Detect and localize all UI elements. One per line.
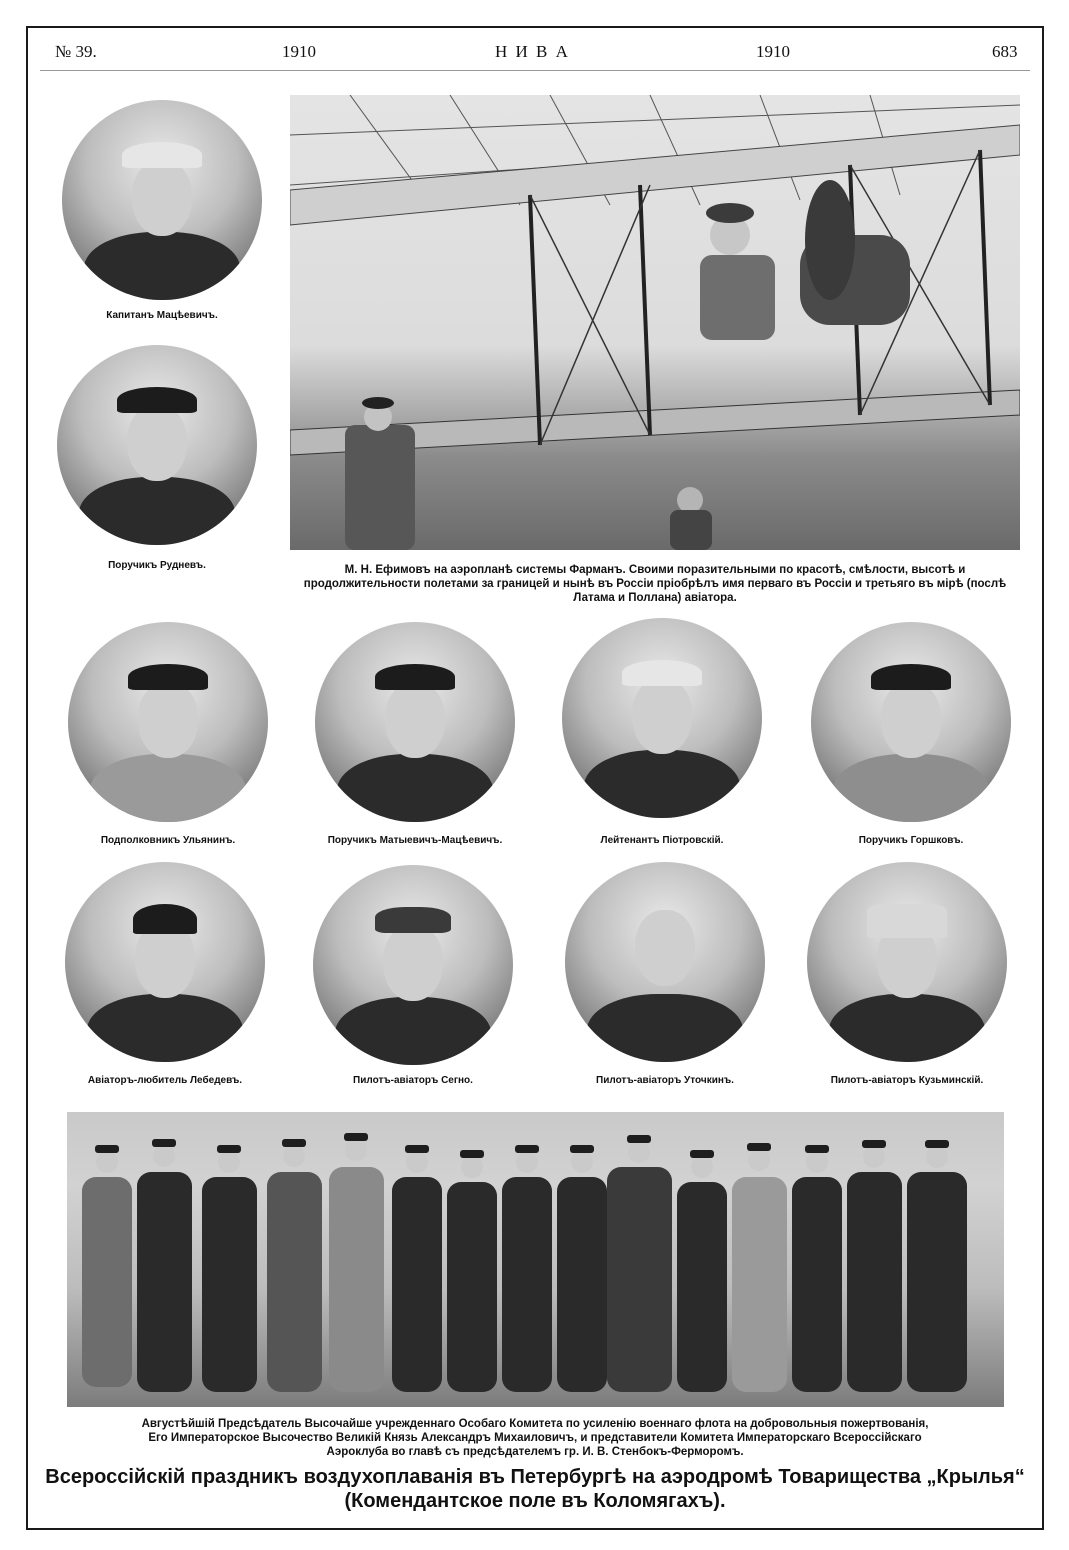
portrait-ulyanin xyxy=(68,622,268,822)
portrait-gorshkov xyxy=(811,622,1011,822)
group-illustration xyxy=(67,1112,1004,1407)
portrait-caption: Поручикъ Матыевичъ-Мацѣевичъ. xyxy=(327,835,503,846)
portrait-matsievich-captain xyxy=(62,100,262,300)
group-photo-caption-line2: Его Императорское Высочество Великій Князь Александръ Михаиловичъ, и представители Комитета Императорскаго Всероссійскаго xyxy=(148,1432,922,1444)
group-photo-caption-line3: Аэроклуба во главѣ съ предсѣдателемъ гр. И. В. Стенбокъ-Ферморомъ. xyxy=(326,1446,744,1458)
portrait-kuzminsky xyxy=(807,862,1007,1062)
portrait-caption: Поручикъ Горшковъ. xyxy=(858,835,964,846)
portrait-caption: Пилотъ-авіаторъ Уточкинъ. xyxy=(596,1075,734,1086)
page-headline-line1: Всероссійскій праздникъ воздухоплаванія въ Петербургѣ на аэродромѣ Товарищества „Крылья“ xyxy=(45,1466,1025,1488)
group-photo xyxy=(67,1112,1004,1407)
page-headline-line2: (Комендантское поле въ Коломягахъ). xyxy=(344,1490,726,1512)
group-photo-caption-line1: Августѣйшій Предсѣдатель Высочайше учрежденнаго Особаго Комитета по усиленію военнаго флота на добровольныя пожертвованія, xyxy=(141,1418,929,1430)
magazine-title: Н И В А xyxy=(495,42,570,61)
portrait-caption: Пилотъ-авіаторъ Кузьминскій. xyxy=(830,1075,984,1086)
header-rule xyxy=(40,70,1030,71)
year-right: 1910 xyxy=(756,42,790,61)
portrait-rudnev xyxy=(57,345,257,545)
portrait-caption: Капитанъ Мацѣевичъ. xyxy=(106,310,218,321)
page-number: 683 xyxy=(992,42,1018,61)
portrait-caption: Подполковникъ Ульянинъ. xyxy=(100,835,236,846)
portrait-segno xyxy=(313,865,513,1065)
portrait-caption: Пилотъ-авіаторъ Сегно. xyxy=(353,1075,473,1086)
year-left: 1910 xyxy=(282,42,316,61)
portrait-lebedev xyxy=(65,862,265,1062)
aeroplane-photo xyxy=(290,95,1020,550)
issue-number: № 39. xyxy=(55,42,97,61)
portrait-caption: Лейтенантъ Піотровскій. xyxy=(600,835,724,846)
aeroplane-illustration xyxy=(290,95,1020,550)
aeroplane-photo-caption: М. Н. Ефимовъ на аэропланѣ системы Фарманъ. Своими поразительными по красотѣ, смѣлости, высотѣ и продолжительности полетами за границей и нынѣ въ Россіи пріобрѣлъ имя перваго въ Россіи и третьяго въ мірѣ (послѣ Латама и Поллана) авіатора. xyxy=(303,564,1007,604)
portrait-piotrovsky xyxy=(562,618,762,818)
portrait-caption: Авіаторъ-любитель Лебедевъ. xyxy=(87,1075,243,1086)
portrait-matyevich-matsievich xyxy=(315,622,515,822)
portrait-caption: Поручикъ Рудневъ. xyxy=(108,560,206,571)
portrait-utochkin xyxy=(565,862,765,1062)
